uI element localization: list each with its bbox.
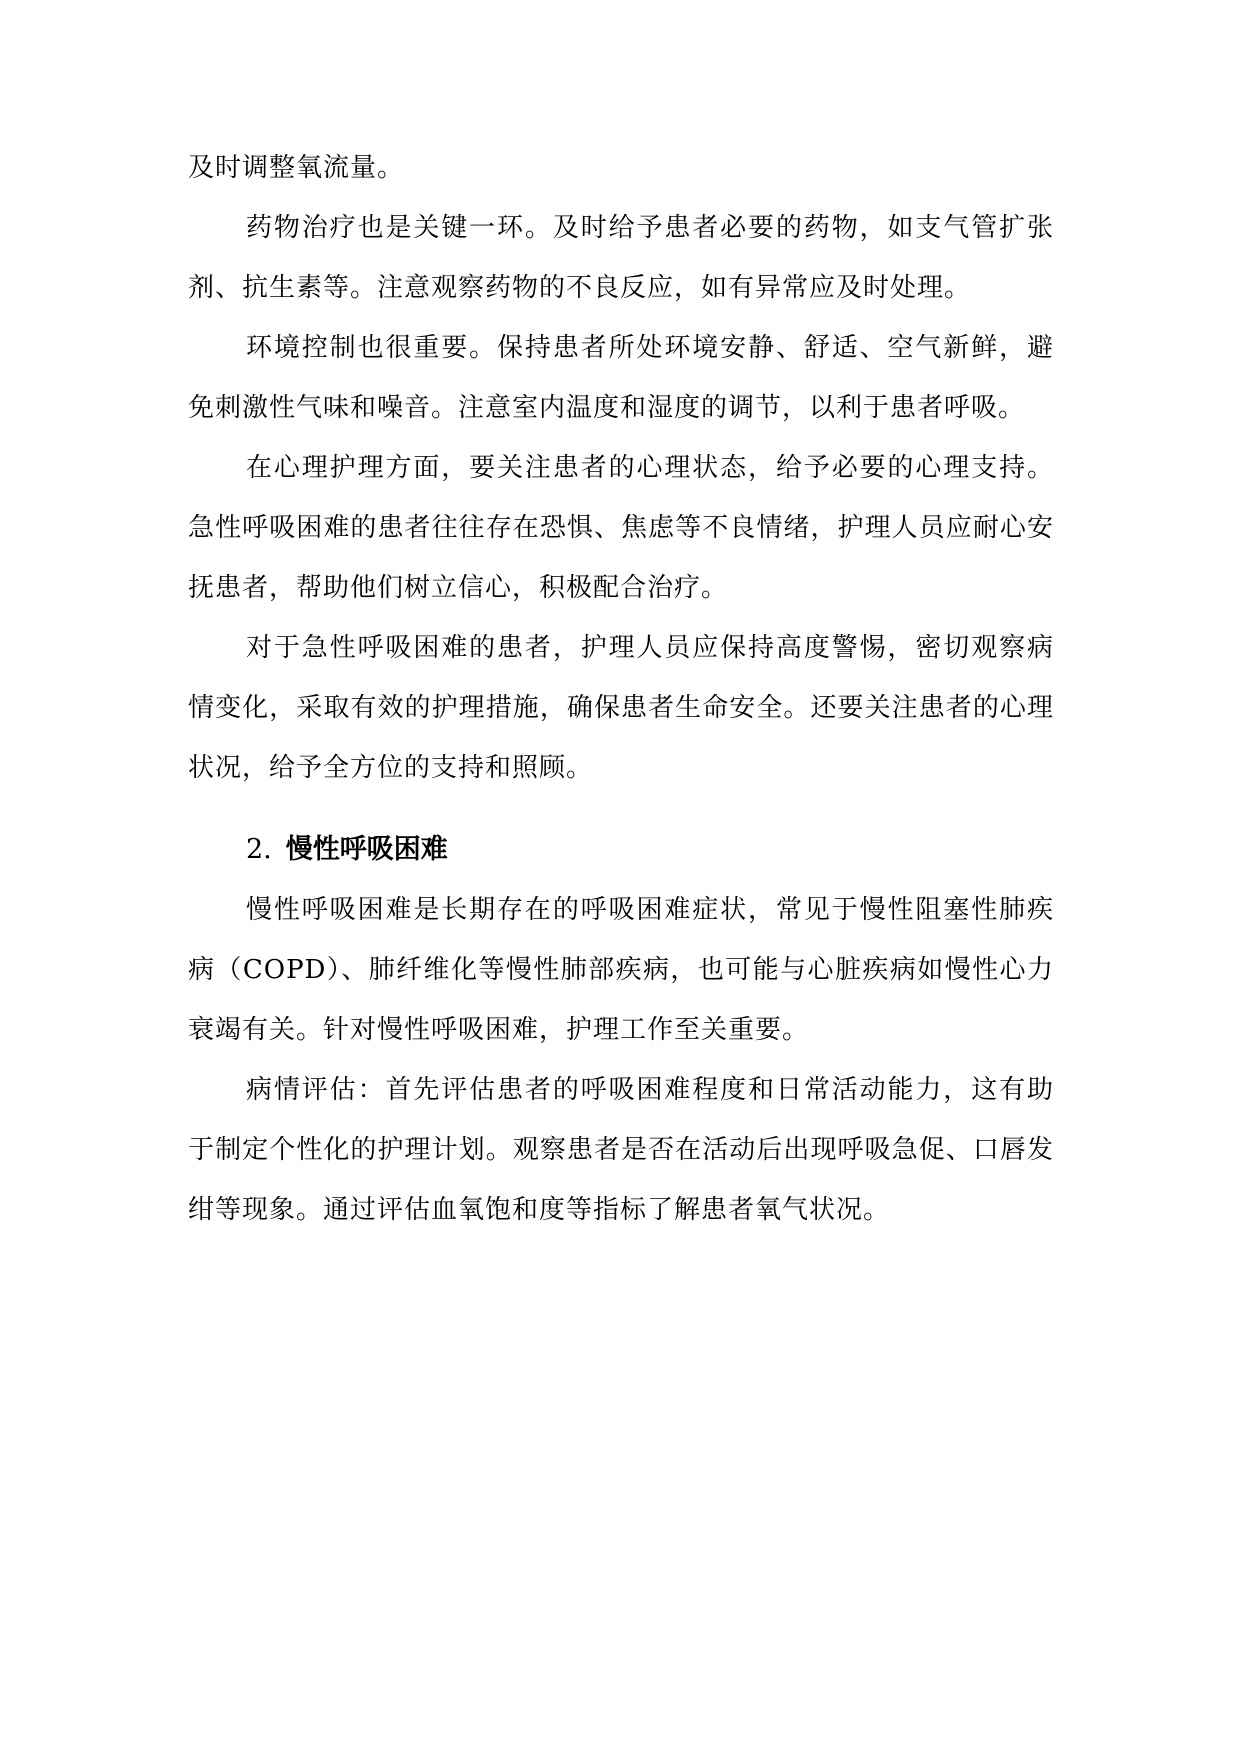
- paragraph-drug-therapy: 药物治疗也是关键一环。及时给予患者必要的药物，如支气管扩张剂、抗生素等。注意观察药物的不良反应，如有异常应及时处理。: [188, 213, 1054, 303]
- paragraph-environment-control: 环境控制也很重要。保持患者所处环境安静、舒适、空气新鲜，避免刺激性气味和噪音。注意室内温度和湿度的调节，以利于患者呼吸。: [188, 333, 1054, 423]
- paragraph-psychological-care: 在心理护理方面，要关注患者的心理状态，给予必要的心理支持。急性呼吸困难的患者往往存在恐惧、焦虑等不良情绪，护理人员应耐心安抚患者，帮助他们树立信心，积极配合治疗。: [188, 453, 1054, 603]
- section-number: 2.: [246, 834, 272, 865]
- paragraph-acute-summary: 对于急性呼吸困难的患者，护理人员应保持高度警惕，密切观察病情变化，采取有效的护理措施，确保患者生命安全。还要关注患者的心理状况，给予全方位的支持和照顾。: [188, 633, 1054, 783]
- document-body: [188, 138, 1054, 1240]
- paragraph-continuation: 及时调整氧流量。: [188, 153, 405, 183]
- paragraph-condition-assessment: 病情评估：首先评估患者的呼吸困难程度和日常活动能力，这有助于制定个性化的护理计划。观察患者是否在活动后出现呼吸急促、口唇发绀等现象。通过评估血氧饱和度等指标了解患者氧气状况。: [188, 1075, 1054, 1225]
- section-heading: [188, 820, 1054, 880]
- section-title: 慢性呼吸困难: [285, 834, 448, 865]
- paragraph-chronic-intro: 慢性呼吸困难是长期存在的呼吸困难症状，常见于慢性阻塞性肺疾病（COPD）、肺纤维化等慢性肺部疾病，也可能与心脏疾病如慢性心力衰竭有关。针对慢性呼吸困难，护理工作至关重要。: [188, 895, 1054, 1045]
